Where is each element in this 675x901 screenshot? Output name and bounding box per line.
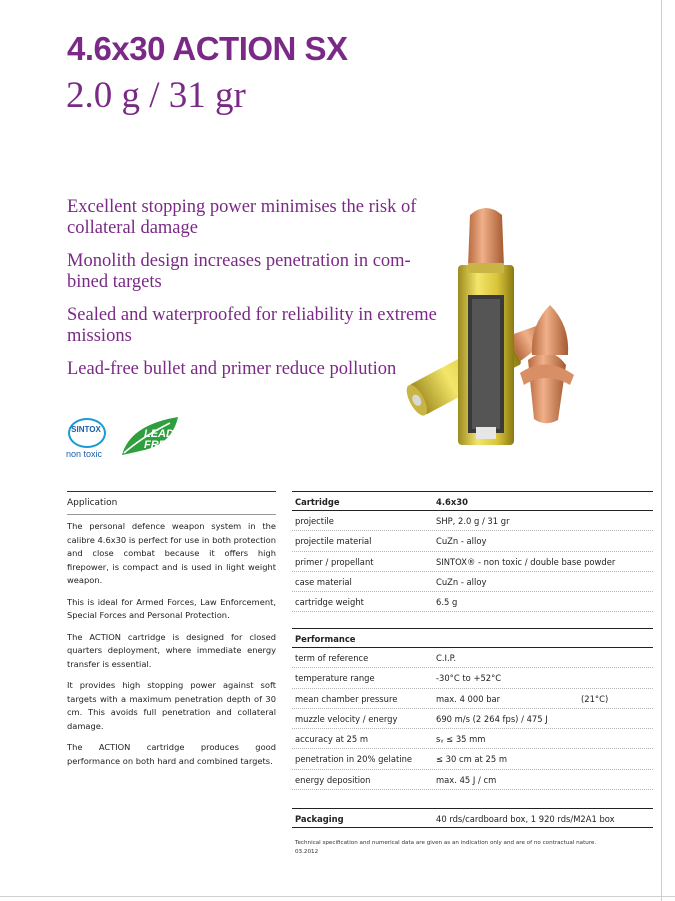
table-row — [292, 552, 653, 572]
table-row — [292, 729, 653, 749]
row-label: temperature range — [295, 673, 375, 684]
feature-item: Lead-free bullet and primer reduce pollution — [67, 359, 397, 379]
table-row — [292, 668, 653, 688]
table-row — [292, 749, 653, 769]
application-top-rule — [67, 491, 276, 492]
application-heading-rule — [67, 514, 276, 515]
table-row — [292, 689, 653, 709]
row-label: projectile — [295, 516, 334, 526]
table-row — [292, 770, 653, 790]
row-extra: (21°C) — [581, 693, 609, 704]
feature-item: Excellent stopping power minimises the risk of collateral damage — [67, 197, 417, 238]
cartridge-heading: Cartridge — [295, 497, 340, 507]
row-label: case material — [295, 576, 352, 587]
row-label: muzzle velocity / energy — [295, 713, 398, 724]
row-label: cartridge weight — [295, 597, 364, 608]
application-paragraph: The personal defence weapon system in the calibre 4.6x30 is perfect for use in both protection and close combat because it offers high firepower, is compact and is used in light weight weapon. — [67, 521, 276, 585]
document-date: 03.2012 — [295, 849, 319, 855]
row-value: max. 45 J / cm — [436, 774, 497, 785]
row-value: 690 m/s (2 264 fps) / 475 J — [436, 713, 548, 724]
sintox-logo-word: SINTOX — [71, 425, 101, 434]
lead-free-line2: FREE — [144, 439, 174, 451]
row-value: SINTOX® - non toxic / double base powder — [436, 556, 616, 567]
table-row — [292, 709, 653, 729]
row-value: CuZn - alloy — [436, 576, 487, 587]
table-row — [292, 572, 653, 592]
row-value: ≤ 30 cm at 25 m — [436, 754, 507, 765]
feature-item: Monolith design increases penetration in com-bined targets — [67, 251, 411, 292]
packaging-label: Packaging — [295, 814, 344, 824]
cartridge-table-header — [292, 491, 653, 511]
application-paragraph: The ACTION cartridge is designed for closed quarters deployment, where immediate energy transfer is essential. — [67, 631, 276, 669]
row-label: penetration in 20% gelatine — [295, 754, 413, 765]
performance-table-header — [292, 628, 653, 648]
lead-free-logo — [120, 415, 182, 457]
row-label: accuracy at 25 m — [295, 734, 369, 745]
feature-list — [67, 197, 447, 392]
cartridge-cutaway-illustration — [400, 205, 590, 460]
row-label: energy deposition — [295, 774, 371, 785]
performance-table — [292, 628, 653, 790]
application-paragraph: This is ideal for Armed Forces, Law Enforcement, Special Forces and Personal Protection. — [67, 596, 276, 620]
application-paragraph: The ACTION cartridge produces good performance on both hard and combined targets. — [67, 742, 276, 766]
row-value: C.I.P. — [436, 653, 457, 663]
row-label: primer / propellant — [295, 556, 374, 567]
packaging-row — [292, 808, 653, 828]
row-label: projectile material — [295, 536, 372, 547]
table-row — [292, 511, 653, 531]
sintox-logo-subtext: non toxic — [66, 449, 103, 459]
packaging-table — [292, 808, 653, 828]
lead-free-line1: LEAD — [144, 428, 174, 440]
row-value: CuZn - alloy — [436, 536, 487, 547]
table-row — [292, 592, 653, 612]
product-weight-subtitle: 2.0 g / 31 gr — [66, 75, 246, 116]
row-value: 6.5 g — [436, 597, 458, 608]
application-paragraph: It provides high stopping power against soft targets with a maximum penetration depth of 30 cm. This avoids full penetration and collateral damage. — [67, 680, 276, 731]
row-label: mean chamber pressure — [295, 693, 398, 704]
lead-free-text — [144, 429, 174, 451]
product-title: 4.6x30 ACTION SX — [67, 30, 348, 67]
application-heading: Application — [67, 498, 118, 508]
row-value: sᵧ ≤ 35 mm — [436, 734, 486, 745]
row-value: -30°C to +52°C — [436, 673, 502, 684]
application-body — [67, 520, 276, 776]
feature-item: Sealed and waterproofed for reliability in extreme missions — [67, 305, 437, 346]
row-value: max. 4 000 bar — [436, 693, 501, 704]
disclaimer-text: Technical specification and numerical data are given as an indication only and are of no contractual nature. — [295, 840, 597, 846]
table-row — [292, 648, 653, 668]
packaging-value: 40 rds/cardboard box, 1 920 rds/M2A1 box — [436, 814, 615, 824]
cartridge-table — [292, 491, 653, 612]
row-value: SHP, 2.0 g / 31 gr — [436, 516, 510, 526]
footer-note — [295, 839, 596, 857]
performance-heading: Performance — [295, 634, 356, 644]
cartridge-heading-value: 4.6x30 — [436, 497, 468, 507]
table-row — [292, 531, 653, 551]
sintox-logo — [66, 418, 106, 458]
row-label: term of reference — [295, 653, 369, 663]
page-border-right — [661, 0, 662, 901]
page-border-bottom — [0, 896, 675, 897]
